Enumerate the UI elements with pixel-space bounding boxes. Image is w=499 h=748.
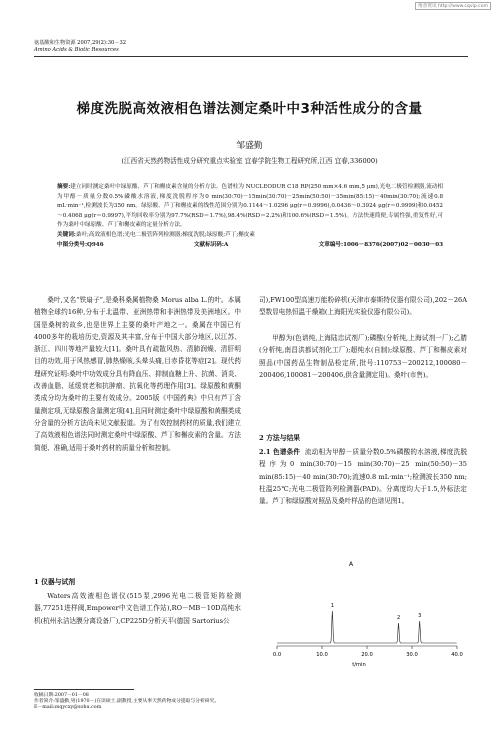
affiliation: (江西省天然药物活性成分研究重点实验室 宜春学院生物工程研究所,江西 宜春,336000) [121, 157, 378, 165]
footnote-bio: 作者简介:邹盛勤,男(1970－)在读硕士,副教授,主要从事天然药物成分提取与分析研究。 [34, 699, 220, 704]
classification-row [57, 241, 443, 251]
peak-label-2: 2 [397, 615, 401, 621]
section-2 [259, 432, 467, 507]
section-2-1-text: 流动相为甲醇－质量分数0.5%磷酸的水溶液,梯度洗脱程序为0 min(30:70)－15 min(30:70)－25 min(50:50)－35 min(85:15)－40 min(30:70);流速0.8 mL·min⁻¹;检测波长350 nm;柱温25℃;光电二极管阵列检测器(PAD)。分离度均大于1.5,外标法定量。芦丁和绿原酸对照品及桑叶样品的色谱见图1。 [259, 448, 467, 506]
section-2-1-heading: 2.1 色谱条件 [259, 448, 301, 456]
page-title: 梯度洗脱高效液相色谱法测定桑叶中3种活性成分的含量 [76, 101, 423, 117]
equipment-continued: 司),FW100型高速万能粉碎机(天津市泰斯特仪器有限公司),202－26A型数显电热恒温干燥箱(上海阳光实验仪器有限公司)。 [259, 296, 467, 317]
peak-label-3: 3 [418, 613, 422, 619]
abstract [57, 183, 443, 250]
author: 邹盛勤 [236, 141, 263, 151]
abstract-text: 建立同时测定桑叶中绿原酸、芦丁和槲皮素含量的分析方法。色谱柱为 NUCLEODUR C18 RP(250 mm×4.6 mm,5 μm),光电二极管检测器,流动相为甲醇－质量分数0.5%磷酸水溶液,梯度洗脱程序为0 min(30:70)－15min(30:70)－25min(50:50)－35min(85:15)－40min(30:70);流速0.8 mL·min⁻¹,检测波长为350 nm。绿原酸、芦丁和槲皮素的线性范围分别为0.1144～1.0296 μg(r＝0.9996),0.0436～0.3924 μg(r＝0.9999)和0.0452～0.4068 μg(r＝0.9997),平均回收率分别为97.7%(RSD＝1.7%),98.4%(RSD＝2.2%)和100.6%(RSD＝1.5%)。方法快速简便,专属性强,重复性好,可作为桑叶中绿原酸、芦丁和槲皮素的定量分析方法。 [57, 184, 443, 229]
footnote-received: 收稿日期:2007－01－08 [34, 693, 89, 698]
section-1-text: Waters高效液相色谱仪(515泵,2996光电二极管矩阵检测器,77251进样阀,Empower中文色谱工作站),RO－MB－10D高纯水机(杭州永洁达膜分离设备厂),CP225D分析天平(德国 Sartorius公 [34, 592, 241, 625]
x-tick-label: 10.0 [316, 652, 328, 658]
doc-code: 文献标识码:A [193, 241, 229, 248]
panel-label-a: A [349, 561, 354, 568]
section-1-heading: 1 仪器与试剂 [34, 578, 76, 586]
abstract-label: 摘要: [57, 184, 71, 190]
section-2-heading: 2 方法与结果 [259, 434, 301, 442]
section-2-1 [259, 446, 467, 507]
watermark: 维普资讯 http://www.cqvip.com [415, 2, 491, 10]
series-trace [277, 611, 457, 643]
footnote-email: E－mail:zsqycxy@sohu.com [34, 705, 102, 710]
chromatogram [273, 561, 463, 668]
header-rule [34, 56, 468, 57]
x-tick-label: 30.0 [406, 652, 418, 658]
article-number: 文章编号:1006－8376(2007)02－0030－03 [318, 241, 443, 248]
x-axis-label: t/min [352, 662, 366, 668]
peak-label-1: 1 [330, 603, 335, 609]
section-1 [34, 576, 241, 627]
footnote-rule [34, 689, 134, 690]
keywords-text: 桑叶;高效液相色谱;光电二极管阵列检测器;梯度洗脱;绿原酸;芦丁;槲皮素 [75, 231, 255, 238]
reagents-paragraph: 甲醇为(色谱纯,上海陆忠试剂厂);磷酸(分析纯,上海试剂一厂);乙腈(分析纯,南昌洪都试剂化工厂);超纯水(自制);绿原酸、芦丁和槲皮素对照品(中国药品生物制品检定所,批号:110753－200212,100080－200406,100081－200406,供含量测定用)。桑叶(市售)。 [259, 334, 467, 379]
x-tick-label: 20.0 [361, 652, 373, 658]
journal-header [34, 40, 126, 53]
clc-code: 中图分类号:Q946 [57, 241, 104, 248]
footnote [34, 693, 241, 711]
journal-name: 氨基酸和生物资源 2007,29(2):30－32 [34, 40, 127, 46]
intro-paragraph: 桑叶,又名“铁扇子”,是桑科桑属植物桑 Morus alba L.的叶。本属植物全球约16种,分布于北温带、亚洲热带和非洲热带及美洲地区。中国是桑树的故乡,也是世界上主要的桑叶产地之一。桑属在中国已有4000多年的栽培历史,资源及其丰富,分布于中国大部分地区,以江苏、浙江、四川等地产量较大[1]。桑叶具有疏散风热、清肺润燥、清肝明目的功效,用于风热感冒,肺热燥咳,头晕头痛,目赤昏花等症[2]。现代药理研究证明:桑叶中功效成分具有降血压、抑制血糖上升、抗菌、消炎、改善血脂、延缓衰老和抗肿瘤、抗氧化等药理作用[3]。绿原酸和黄酮类成分均为桑叶的主要有效成分。2005版《中国药典》中只有芦丁含量测定项,无绿原酸含量测定项[4],且同时测定桑叶中绿原酸和黄酮类成分含量的分析方法尚未见文献报道。为了有效控制药材的质量,我们建立了高效液相色谱法同时测定桑叶中绿原酸、芦丁和槲皮素的含量。方法简便、准确,适用于桑叶药材的质量分析和控制。 [34, 296, 241, 452]
journal-name-en: Amino Acids & Biotic Resources [34, 46, 119, 53]
x-tick-label: 40.0 [451, 652, 463, 658]
chromatogram-figure [262, 546, 472, 671]
x-tick-label: 0.0 [272, 652, 282, 658]
keywords-label: 关键词: [57, 231, 76, 238]
